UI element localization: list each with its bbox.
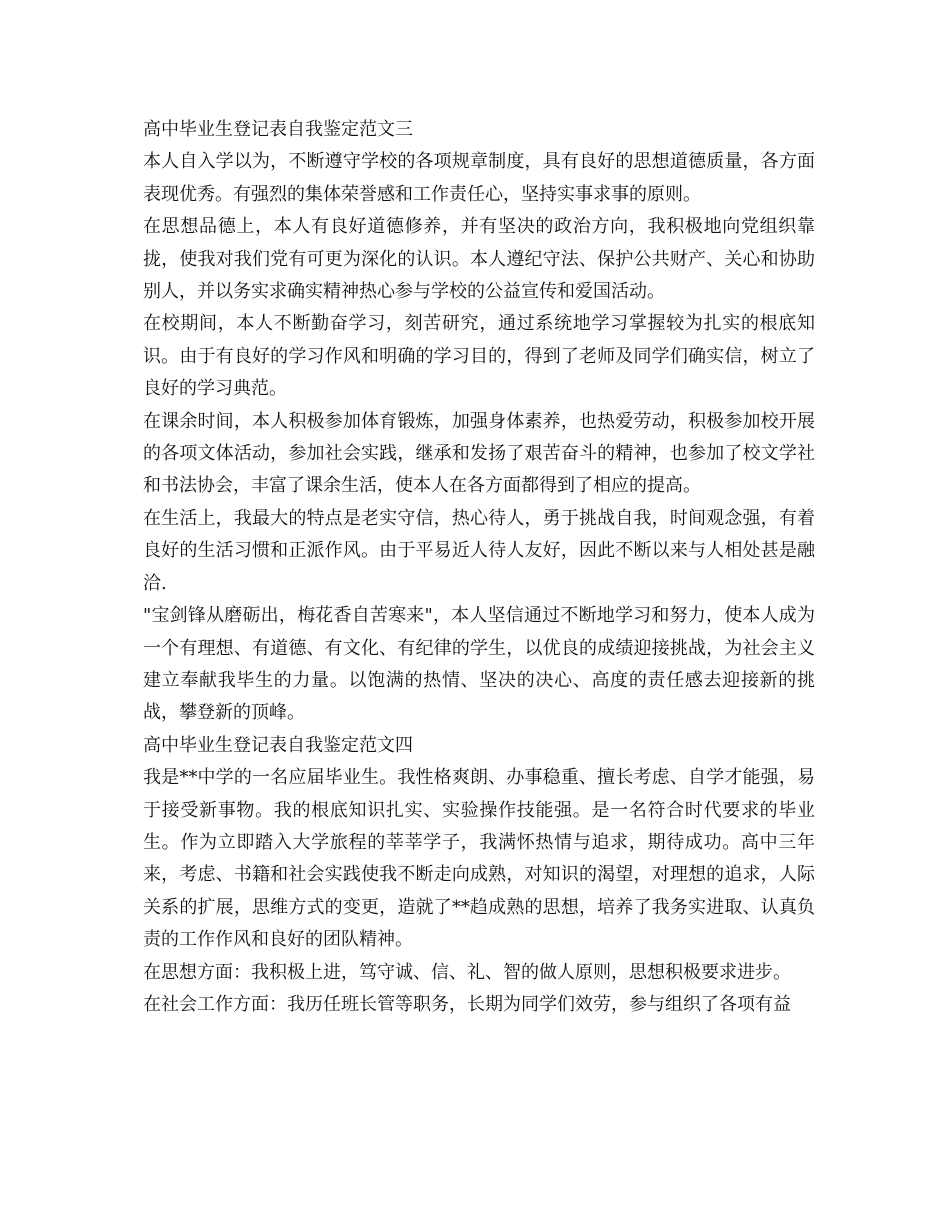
paragraph-conclusion: "宝剑锋从磨砺出，梅花香自苦寒来"，本人坚信通过不断地学习和努力，使本人成为一个有理想、有道德、有文化、有纪律的学生，以优良的成绩迎接挑战，为社会主义建立奉献我毕生的力量。以饱满的热情、坚决的决心、高度的责任感去迎接新的挑战，攀登新的顶峰。 [143,605,815,724]
paragraph-intro: 本人自入学以为，不断遵守学校的各项规章制度，具有良好的思想道德质量，各方面表现优秀。有强烈的集体荣誉感和工作责任心，坚持实事求事的原则。 [143,151,815,205]
section-title-3: 高中毕业生登记表自我鉴定范文三 [143,119,413,140]
section-title-4: 高中毕业生登记表自我鉴定范文四 [143,734,413,756]
document-body [143,114,815,1021]
paragraph-life: 在生活上，我最大的特点是老实守信，热心待人，勇于挑战自我，时间观念强，有着良好的生活习惯和正派作风。由于平易近人待人友好，因此不断以来与人相处甚是融洽. [143,507,815,594]
paragraph-self-intro: 我是**中学的一名应届毕业生。我性格爽朗、办事稳重、擅长考虑、自学才能强，易于接受新事物。我的根底知识扎实、实验操作技能强。是一名符合时代要求的毕业生。作为立即踏入大学旅程的莘莘学子，我满怀热情与追求，期待成功。高中三年来，考虑、书籍和社会实践使我不断走向成熟，对知识的渴望，对理想的追求，人际关系的扩展，思维方式的变更，造就了**趋成熟的思想，培养了我务实进取、认真负责的工作作风和良好的团队精神。 [143,767,815,951]
paragraph-thought: 在思想方面：我积极上进，笃守诚、信、礼、智的做人原则，思想积极要求进步。 [143,961,791,983]
paragraph-moral: 在思想品德上，本人有良好道德修养，并有坚决的政治方向，我积极地向党组织靠拢，使我对我们党有可更为深化的认识。本人遵纪守法、保护公共财产、关心和协助别人，并以务实求确实精神热心参与学校的公益宣传和爱国活动。 [143,216,815,303]
paragraph-social-work: 在社会工作方面：我历任班长管等职务，长期为同学们效劳，参与组织了各项有益 [143,993,791,1015]
paragraph-extracurricular: 在课余时间，本人积极参加体育锻炼，加强身体素养，也热爱劳动，积极参加校开展的各项文体活动，参加社会实践，继承和发扬了艰苦奋斗的精神，也参加了校文学社和书法协会，丰富了课余生活，使本人在各方面都得到了相应的提高。 [143,410,815,497]
paragraph-study: 在校期间，本人不断勤奋学习，刻苦研究，通过系统地学习掌握较为扎实的根底知识。由于有良好的学习作风和明确的学习目的，得到了老师及同学们确实信，树立了良好的学习典范。 [143,313,815,400]
